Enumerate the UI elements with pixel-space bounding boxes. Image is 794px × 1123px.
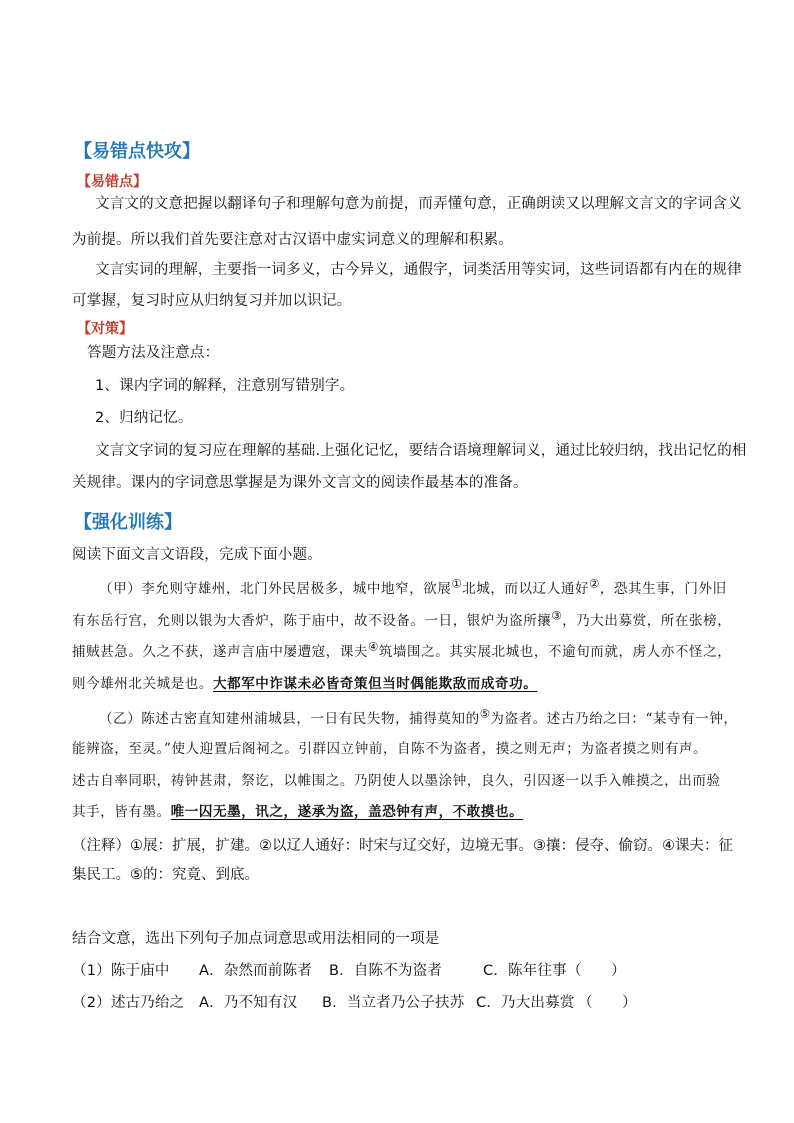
countermeasure-item-1: 1、课内字词的解释，注意别写错别字。 xyxy=(95,378,355,394)
question-1-option-b[interactable]: B．自陈不为盗者 xyxy=(329,963,443,979)
question-2-option-b[interactable]: B．当立者乃公子扶苏 xyxy=(322,995,465,1011)
errors-paragraph-2-line-1: 文言实词的理解，主要指一词多义，古今异义，通假字，词类活用等实词，这些词语都有内在的规律 xyxy=(95,262,742,278)
countermeasure-intro: 答题方法及注意点： xyxy=(87,345,220,361)
underlined-sentence-a: 大都军中诈谋未必皆奇策但当时偶能欺敌而成奇功。 xyxy=(213,676,538,692)
countermeasure-paragraph-line-2: 关规律。课内的字词意思掌握是为课外文言文的阅读作最基本的准备。 xyxy=(72,475,528,491)
passage-a-line-3: 捕贼甚急。久之不获，遂声言庙中屡遭寇，课夫④筑墙围之。其实展北城也，不逾旬而就，虏人亦不怪之， xyxy=(72,640,732,660)
question-1-stem: （1）陈于庙中 xyxy=(72,963,170,979)
notes-line-1: （注释）①展：扩展，扩建。②以辽人通好：时宋与辽交好，边境无事。③攘：侵夺、偷窃。④课夫：征 xyxy=(72,838,733,854)
countermeasure-paragraph-line-1: 文言文字词的复习应在理解的基础.上强化记忆，要结合语境理解词义，通过比较归纳，找出记忆的相 xyxy=(95,443,747,459)
passage-a-line-2: 有东岳行宫，允则以银为大香炉，陈于庙中，故不设备。一日，银炉为盗所攘③，乃大出募赏，所在张榜， xyxy=(72,609,732,629)
passage-b-line-4: 其手，皆有墨。唯一囚无墨，讯之，遂承为盗，盖恐钟有声，不敢摸也。 xyxy=(72,804,524,820)
underlined-sentence-b: 唯一囚无墨，讯之，遂承为盗，盖恐钟有声，不敢摸也。 xyxy=(170,804,524,820)
passage-b-line-1: （乙）陈述古密直知建州浦城县，一日有民失物，捕得莫知的⑤为盗者。述古乃绐之曰：“某寺有一钟， xyxy=(99,707,738,727)
section-title-quick: 【易错点快攻】 xyxy=(74,141,200,162)
passage-a-line-1: （甲）李允则守雄州，北门外民居极多，城中地窄，欲展①北城，而以辽人通好②，恐其生事，门外旧 xyxy=(99,577,727,597)
errors-paragraph-1-line-2: 为前提。所以我们首先要注意对古汉语中虚实词意义的理解和积累。 xyxy=(72,232,513,248)
question-stem: 结合文意，选出下列句子加点词意思或用法相同的一项是 xyxy=(72,931,440,947)
question-2-stem: （2）述古乃绐之 xyxy=(72,995,185,1011)
question-2-option-a[interactable]: A．乃不知有汉 xyxy=(199,995,298,1011)
errors-paragraph-1-line-1: 文言文的文意把握以翻译句子和理解句意为前提，而弄懂句意，正确朗读又以理解文言文的字词含义 xyxy=(95,196,742,212)
notes-line-2: 集民工。⑤的：究竟、到底。 xyxy=(72,867,259,883)
training-instruction: 阅读下面文言文语段，完成下面小题。 xyxy=(72,547,322,563)
section-title-countermeasure: 【对策】 xyxy=(77,321,133,337)
passage-b-line-3: 述古自率同职，祷钟甚肃，祭讫，以帷围之。乃阴使人以墨涂钟，良久，引囚逐一以手入帷摸之，出而验 xyxy=(72,773,721,789)
passage-a-line-4: 则今雄州北关城是也。大都军中诈谋未必皆奇策但当时偶能欺敌而成奇功。 xyxy=(72,676,538,692)
question-2-answer-blank[interactable]: （ ） xyxy=(578,995,637,1011)
section-title-errors: 【易错点】 xyxy=(77,174,147,190)
question-1-option-c[interactable]: C．陈年往事 xyxy=(483,963,567,979)
countermeasure-item-2: 2、归纳记忆。 xyxy=(95,410,193,426)
passage-b-line-2: 能辨盗，至灵。”使人迎置后阁祠之。引群囚立钟前，自陈不为盗者，摸之则无声；为盗者摸之则有声。 xyxy=(72,741,708,757)
section-title-training: 【强化训练】 xyxy=(74,512,182,533)
errors-paragraph-2-line-2: 可掌握，复习时应从归纳复习并加以识记。 xyxy=(72,293,352,309)
question-2-option-c[interactable]: C．乃大出募赏 xyxy=(476,995,575,1011)
question-1-option-a[interactable]: A．杂然而前陈者 xyxy=(199,963,313,979)
question-1-answer-blank[interactable]: （ ） xyxy=(567,963,626,979)
